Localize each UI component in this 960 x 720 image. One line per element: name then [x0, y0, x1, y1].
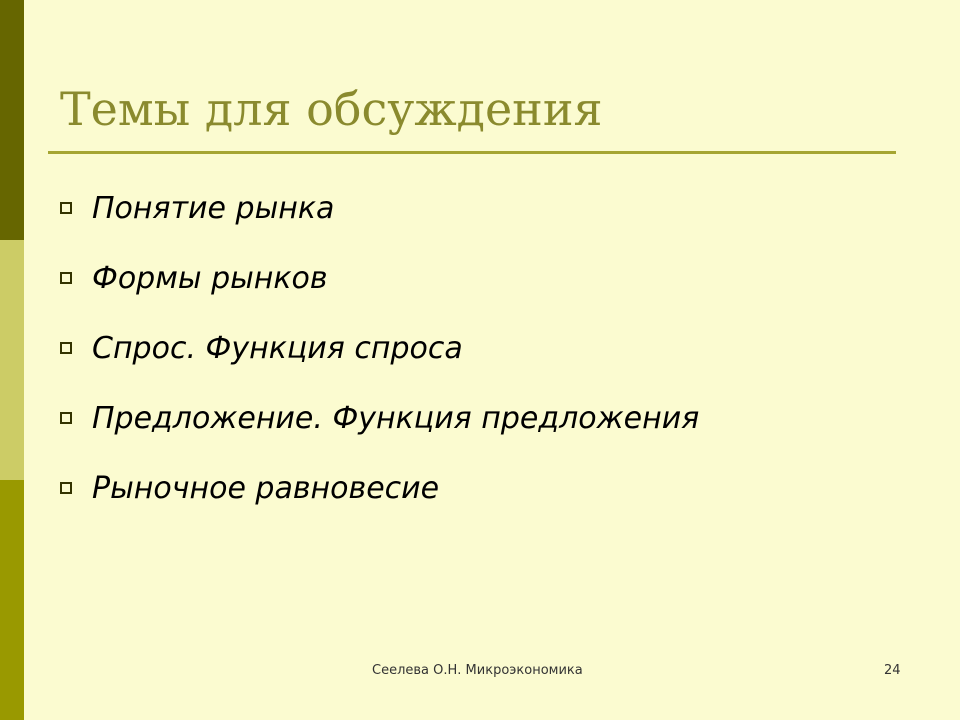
square-bullet-icon	[60, 342, 72, 354]
bullet-text: Рыночное равновесие	[92, 470, 440, 506]
square-bullet-icon	[60, 482, 72, 494]
slide-footer: Сеелева О.Н. Микроэкономика	[372, 663, 583, 678]
bullet-item	[60, 173, 699, 243]
square-bullet-icon	[60, 272, 72, 284]
bullet-text: Понятие рынка	[92, 190, 335, 226]
sidebar-stripe-middle	[0, 240, 24, 480]
bullet-item	[60, 313, 699, 383]
bullet-text: Формы рынков	[92, 260, 328, 296]
square-bullet-icon	[60, 202, 72, 214]
page-number: 24	[884, 663, 901, 678]
title-underline	[48, 151, 896, 154]
bullet-text: Спрос. Функция спроса	[92, 330, 463, 366]
bullet-item	[60, 453, 699, 523]
bullet-text: Предложение. Функция предложения	[92, 400, 700, 436]
bullet-list	[60, 173, 699, 523]
square-bullet-icon	[60, 412, 72, 424]
sidebar-stripe-bottom	[0, 480, 24, 720]
slide-title: Темы для обсуждения	[60, 82, 603, 136]
bullet-item	[60, 383, 699, 453]
bullet-item	[60, 243, 699, 313]
sidebar-stripe-top	[0, 0, 24, 240]
